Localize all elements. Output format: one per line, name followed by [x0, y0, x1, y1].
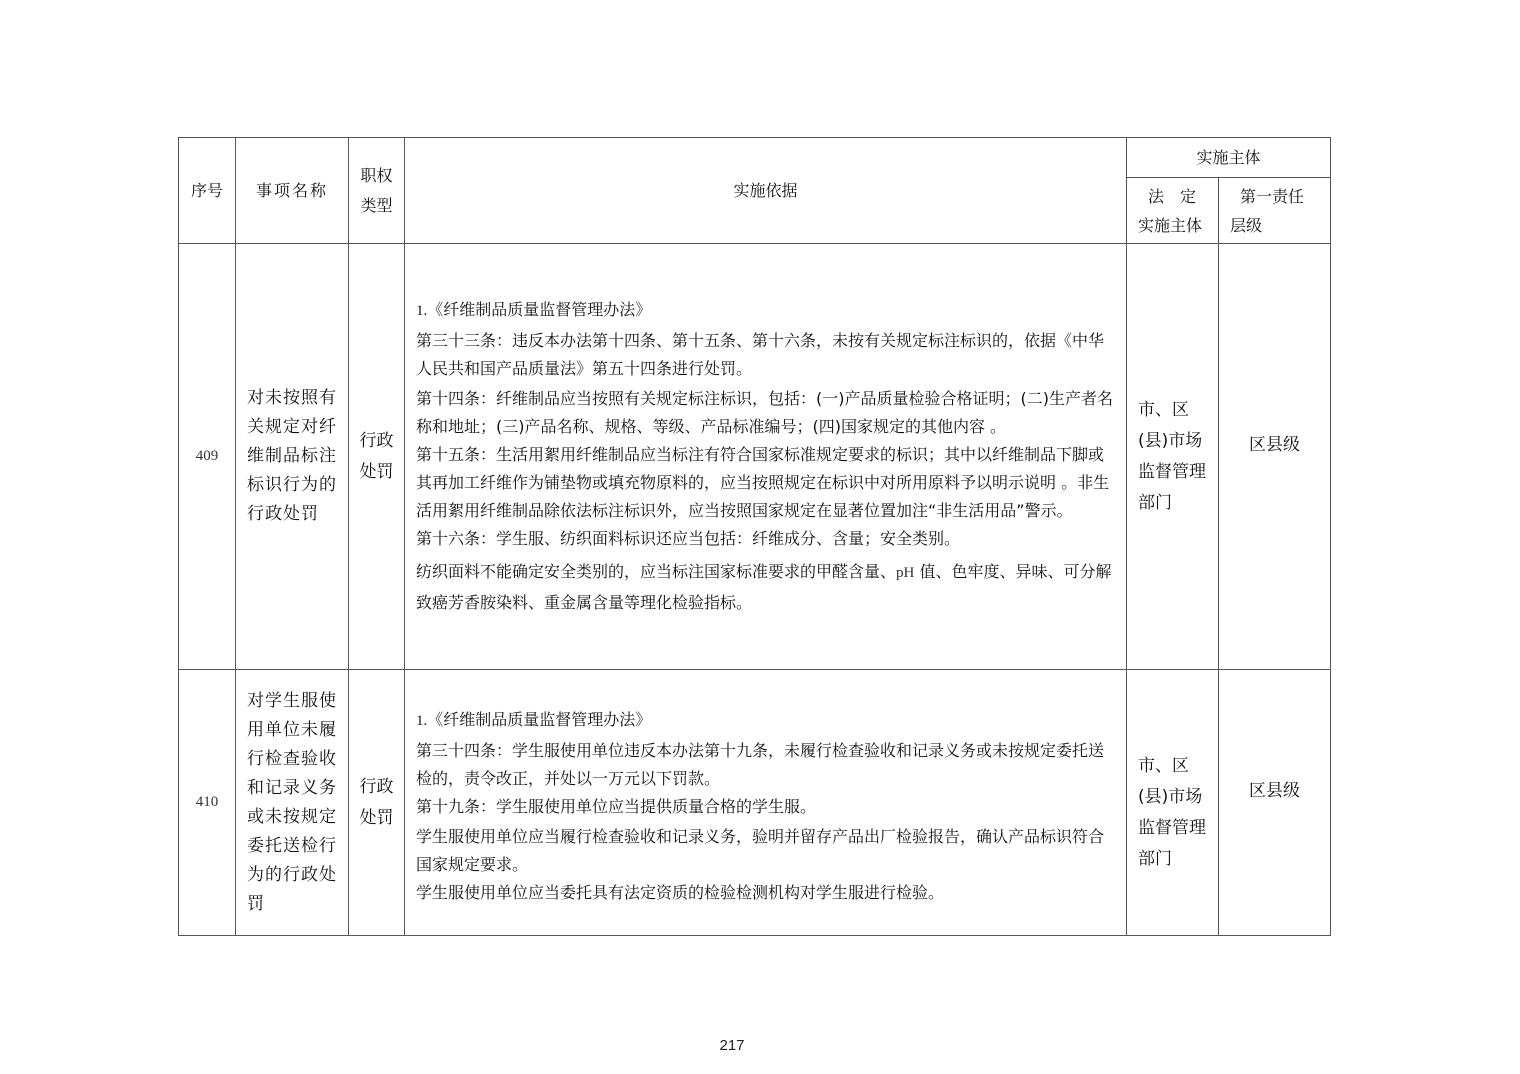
header-item-name: [236, 138, 349, 244]
document-page: [178, 137, 1330, 936]
legal-subject: 市、区(县)市场监督管理部门: [1127, 670, 1219, 936]
basis-law-name: 《纤维制品质量监督管理办法》: [427, 299, 652, 319]
header-responsibility-level-line2: 层级: [1230, 215, 1263, 235]
item-name: 对学生服使用单位未履行检查验收和记录义务或未按规定委托送检行为的行政处罚: [236, 670, 349, 936]
basis-paragraph: 学生服使用单位应当委托具有法定资质的检验检测机构对学生服进行检验。: [416, 883, 945, 902]
header-legal-subject-line1: 法 定: [1148, 186, 1197, 206]
implementation-basis: [405, 244, 1127, 670]
basis-ph-term: pH: [896, 564, 915, 581]
row-number: 410: [179, 670, 236, 936]
authority-type-line1: 行政: [359, 776, 394, 797]
header-legal-subject: [1127, 178, 1219, 244]
table-row: [179, 670, 1331, 936]
header-item-name-label: 事项名称: [255, 181, 328, 200]
implementation-basis: [405, 670, 1127, 936]
legal-subject: 市、区(县)市场监督管理部门: [1127, 244, 1219, 670]
header-responsibility-level: [1219, 178, 1331, 244]
table-row: [179, 244, 1331, 670]
authority-type-line1: 行政: [359, 430, 394, 451]
basis-law-number: 1.: [416, 302, 428, 319]
header-authority-type-line2: 类型: [360, 195, 393, 215]
basis-paragraph: 第十五条：生活用絮用纤维制品应当标注有符合国家标准规定要求的标识；其中以纤维制品下脚或其再加工纤维作为铺垫物或填充物原料的，应当按照规定在标识中对所用原料予以明示说明 。非生活用絮用纤维制品除依法标注标识外，应当按照国家规定在显著位置加注“非生活用品”警示。: [416, 444, 1110, 520]
basis-law-title: [416, 706, 1114, 735]
basis-law-number: 1.: [416, 713, 428, 729]
basis-paragraph: 第十九条：学生服使用单位应当提供质量合格的学生服。: [416, 797, 817, 816]
basis-paragraph: 第三十三条：违反本办法第十四条、第十五条、第十六条，未按有关规定标注标识的，依据《中华人民共和国产品质量法》第五十四条进行处罚。: [416, 330, 1105, 378]
basis-paragraph: [416, 557, 1114, 618]
basis-paragraph: 第十四条：纤维制品应当按照有关规定标注标识，包括：(一)产品质量检验合格证明；(二)生产者名称和地址；(三)产品名称、规格、等级、产品标准编号；(四)国家规定的其他内容 。: [416, 388, 1113, 436]
authority-type: [349, 670, 405, 936]
page-number: 217: [719, 1037, 745, 1054]
enforcement-items-table: [178, 137, 1331, 936]
authority-type-line2: 处罚: [359, 807, 394, 828]
header-subject-group: 实施主体: [1127, 138, 1331, 178]
table-header-row: [179, 138, 1331, 178]
authority-type-line2: 处罚: [359, 461, 394, 482]
basis-law-name: 《纤维制品质量监督管理办法》: [427, 710, 652, 729]
basis-paragraph: 第十六条：学生服、纺织面料标识还应当包括：纤维成分、含量；安全类别。: [416, 528, 961, 548]
row-number: 409: [179, 244, 236, 670]
basis-text: 值、色牢度、异味、可分解致癌芳香胺染料、重金属含量等理化检验指标。: [416, 561, 1112, 612]
header-legal-subject-line2: 实施主体: [1138, 215, 1203, 235]
header-no: 序号: [179, 138, 236, 244]
header-authority-type: [349, 138, 405, 244]
basis-paragraph: 第三十四条：学生服使用单位违反本办法第十九条，未履行检查验收和记录义务或未按规定委托送检的，责令改正，并处以一万元以下罚款。: [416, 741, 1105, 788]
responsibility-level: 区县级: [1219, 244, 1331, 670]
basis-paragraph: 学生服使用单位应当履行检查验收和记录义务，验明并留存产品出厂检验报告，确认产品标识符合国家规定要求。: [416, 827, 1105, 874]
basis-law-title: [416, 296, 1114, 325]
header-responsibility-level-line1: 第一责任: [1240, 186, 1305, 206]
authority-type: [349, 244, 405, 670]
responsibility-level: 区县级: [1219, 670, 1331, 936]
header-authority-type-line1: 职权: [360, 165, 393, 185]
item-name: 对未按照有关规定对纤维制品标注标识行为的行政处罚: [236, 244, 349, 670]
header-basis: 实施依据: [405, 138, 1127, 244]
basis-text: 纺织面料不能确定安全类别的，应当标注国家标准要求的甲醛含量、: [416, 561, 897, 581]
